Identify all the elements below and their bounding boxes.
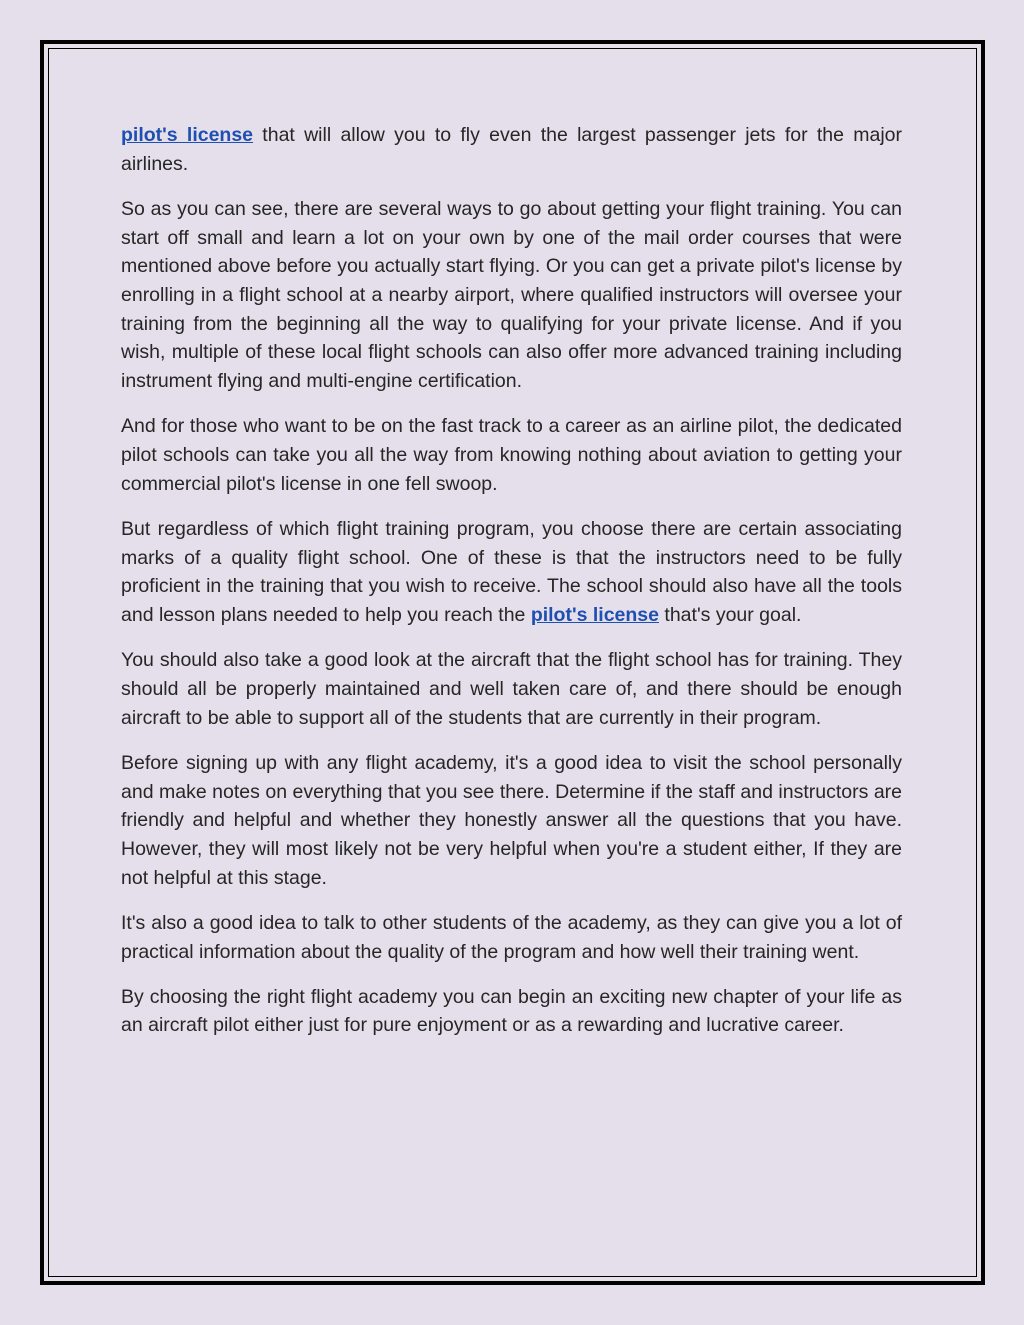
paragraph-5 [121, 646, 902, 732]
paragraph-1-text: that will allow you to fly even the largest passenger jets for the major airlines. [121, 124, 902, 175]
paragraph-5-text: You should also take a good look at the aircraft that the flight school has for training. They should all be properly maintained and well taken care of, and there should be enough aircraft to be able to support all of the students that are currently in their program. [121, 649, 902, 729]
paragraph-2-text: So as you can see, there are several ways to go about getting your flight training. You can start off small and learn a lot on your own by one of the mail order courses that were mentioned above before you actually start flying. Or you can get a private pilot's license by enrolling in a flight school at a nearby airport, where qualified instructors will oversee your training from the beginning all the way to qualifying for your private license. And if you wish, multiple of these local flight schools can also offer more advanced training including instrument flying and multi-engine certification. [121, 197, 902, 393]
paragraph-2 [121, 195, 902, 396]
paragraph-4-text-after: that's your goal. [659, 604, 802, 627]
paragraph-1 [121, 121, 902, 178]
paragraph-7-text: It's also a good idea to talk to other students of the academy, as they can give you a lot of practical information about the quality of the program and how well their training went. [121, 911, 902, 963]
paragraph-7 [121, 909, 902, 966]
paragraph-8 [121, 983, 902, 1040]
paragraph-3-text: And for those who want to be on the fast track to a career as an airline pilot, the dedicated pilot schools can take you all the way from knowing nothing about aviation to getting your commercial pilot's license in one fell swoop. [121, 415, 902, 495]
pilots-license-link-1[interactable]: pilot's license [121, 124, 254, 146]
pilots-license-link-2[interactable]: pilot's license [530, 604, 659, 627]
paragraph-4 [121, 515, 902, 630]
document-body [121, 121, 902, 1057]
paragraph-6 [121, 749, 902, 893]
paragraph-4-text: But regardless of which flight training program, you choose there are certain associating marks of a quality flight school. One of these is that the instructors need to be fully proficient in the training that you wish to receive. The school should also have all the tools and lesson plans needed to help you reach the [121, 517, 902, 627]
paragraph-6-text: Before signing up with any flight academy, it's a good idea to visit the school personally and make notes on everything that you see there. Determine if the staff and instructors are friendly and helpful and whether they honestly answer all the questions that you have. However, they will most likely not be very helpful when you're a student either, If they are not helpful at this stage. [121, 751, 902, 889]
paragraph-8-text: By choosing the right flight academy you can begin an exciting new chapter of your life as an aircraft pilot either just for pure enjoyment or as a rewarding and lucrative career. [121, 985, 902, 1037]
paragraph-3 [121, 412, 902, 498]
